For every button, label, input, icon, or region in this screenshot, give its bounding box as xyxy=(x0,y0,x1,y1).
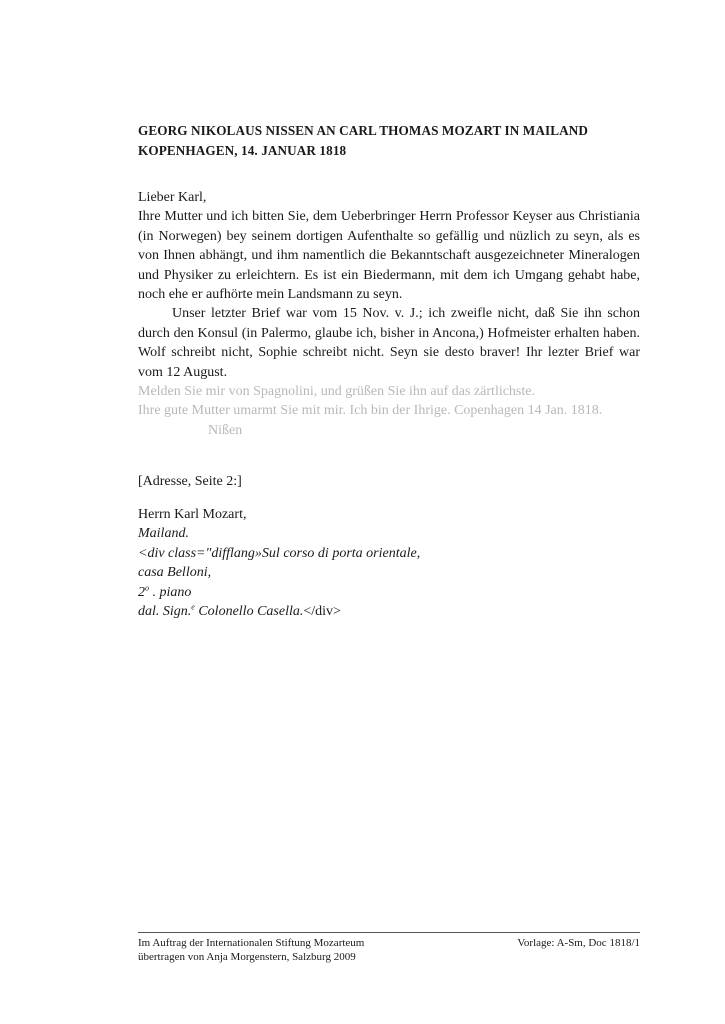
document-heading xyxy=(138,121,640,161)
footer-transcriber: übertragen von Anja Morgenstern, Salzburg 2009 xyxy=(138,951,356,963)
care-of-name: Colonello Casella. xyxy=(194,604,304,620)
letter-body xyxy=(138,188,640,440)
footer-commission: Im Auftrag der Internationalen Stiftung Mozarteum xyxy=(138,937,365,949)
letter-paragraph-1: Ihre Mutter und ich bitten Sie, dem Ueberbringer Herrn Professor Keyser aus Christiania (in Norwegen) bey seinem dortigen Aufenthalte so gefällig und nüzlich zu seyn, als es von Ihnen abhängt, und ihm namentlich die Bekanntschaft ausgezeichneter Mineralogen und Physiker zu erleichtern. Es ist ein Biedermann, mit dem ich Umgang gehabt habe, noch ehe er aufhörte mein Landsmann zu seyn. xyxy=(138,209,640,303)
address-recipient: Herrn Karl Mozart, xyxy=(138,507,247,522)
document-page xyxy=(138,0,640,1024)
address-house: casa Belloni, xyxy=(138,565,212,581)
floor-text: . piano xyxy=(149,584,192,600)
floor-number: 2 xyxy=(138,584,145,600)
care-of-prefix: dal. Sign. xyxy=(138,604,192,620)
address-section-label: [Adresse, Seite 2:] xyxy=(138,474,242,489)
letter-paragraph-2: Unser letzter Brief war vom 15 Nov. v. J.; ich zweifle nicht, daß Sie ihn schon durch den Konsul (in Palermo, glaube ich, bisher in Ancona,) Hofmeister erhalten haben. Wolf schreibt nicht, Sophie schreibt nicht. Seyn sie desto braver! Ihr lezter Brief war vom 12 August. xyxy=(138,306,640,380)
footer-source: Vorlage: A-Sm, Doc 1818/1 xyxy=(517,937,640,949)
letter-signature: Nißen xyxy=(208,422,243,438)
address-block xyxy=(138,505,420,621)
address-city: Mailand. xyxy=(138,526,189,542)
footer-divider xyxy=(138,932,640,933)
faded-line-spagnolini: Melden Sie mir von Spagnolini, und grüßen Sie ihn auf das zärtlichste. xyxy=(138,384,535,400)
address-care-of xyxy=(138,602,420,621)
floor-superscript: o xyxy=(145,582,149,592)
footer-credits xyxy=(138,936,364,964)
letter-salutation: Lieber Karl, xyxy=(138,190,207,205)
letter-faded-closing xyxy=(138,382,640,440)
address-floor xyxy=(138,583,420,602)
address-street: <div class="difflang»Sul corso di porta orientale, xyxy=(138,545,421,561)
faded-line-greeting: Ihre gute Mutter umarmt Sie mit mir. Ich bin der Ihrige. Copenhagen 14 Jan. 1818. xyxy=(138,403,603,419)
heading-title: GEORG NIKOLAUS NISSEN AN CARL THOMAS MOZART IN MAILAND xyxy=(138,123,588,138)
closing-div-tag: </div> xyxy=(303,604,341,620)
care-of-superscript: e xyxy=(191,602,195,612)
heading-place-date: KOPENHAGEN, 14. JANUAR 1818 xyxy=(138,143,347,158)
